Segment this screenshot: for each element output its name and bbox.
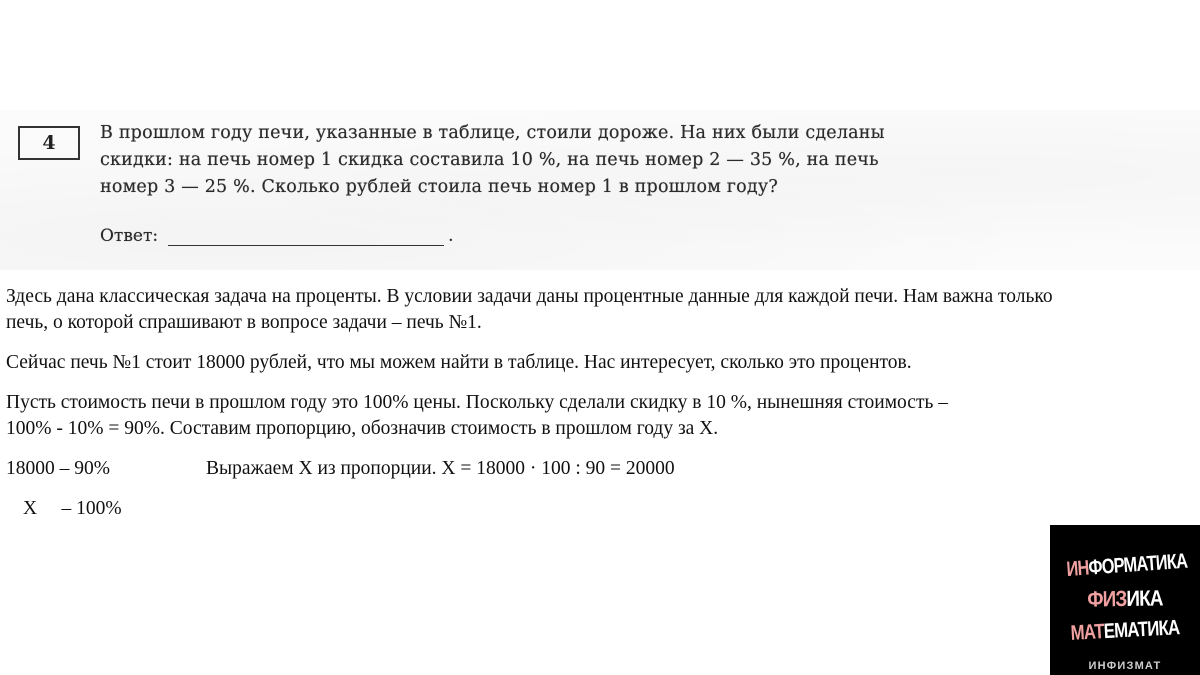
logo-highlight: ИН xyxy=(1065,556,1090,582)
solution-line: Здесь дана классическая задача на проценты. В условии задачи даны процентные данные для каждой печи. Нам важна только xyxy=(6,286,1053,307)
logo-text: ЕМАТИКА xyxy=(1103,616,1180,644)
solution-line: печь, о которой спрашивают в вопросе задачи – печь №1. xyxy=(6,312,482,333)
proportion-row-2 xyxy=(6,496,1198,522)
logo-line-fizika xyxy=(1060,587,1189,611)
logo-text: ИКА xyxy=(1126,585,1163,611)
answer-blank xyxy=(168,227,444,246)
proportion-expression: Выражаем Х из пропорции. Х = 18000 · 100 : 90 = 20000 xyxy=(206,458,675,479)
problem-line: номер 3 — 25 %. Сколько рублей стоила печь номер 1 в прошлом году? xyxy=(100,177,778,197)
infizmat-logo xyxy=(1050,525,1200,675)
logo-highlight: МАТ xyxy=(1070,620,1105,645)
proportion-row-1 xyxy=(6,456,1198,482)
solution-paragraph-1 xyxy=(6,284,1198,336)
solution-paragraph-2: Сейчас печь №1 стоит 18000 рублей, что мы можем найти в таблице. Нас интересует, сколько это процентов. xyxy=(6,352,912,373)
problem-number: 4 xyxy=(18,126,80,160)
logo-line-matematika xyxy=(1065,617,1186,645)
problem-line: В прошлом году печи, указанные в таблице, стоили дороже. На них были сделаны xyxy=(100,123,885,143)
logo-line-informatika xyxy=(1065,549,1188,582)
solution-line: Пусть стоимость печи в прошлом году это 100% цены. Поскольку сделали скидку в 10 %, нынешняя стоимость – xyxy=(6,392,948,413)
problem-scan xyxy=(0,110,1200,270)
solution xyxy=(6,284,1198,536)
proportion-left-2: Х – 100% xyxy=(23,498,122,519)
answer-end: . xyxy=(448,226,454,246)
problem-text xyxy=(100,120,1040,201)
solution-line: 100% - 10% = 90%. Составим пропорцию, обозначив стоимость в прошлом году за Х. xyxy=(6,418,719,439)
answer-row xyxy=(100,226,454,246)
logo-text: ФОРМАТИКА xyxy=(1087,549,1188,580)
proportion-left-1: 18000 – 90% xyxy=(6,458,110,479)
logo-footer: ИНФИЗМАТ xyxy=(1088,660,1162,672)
solution-paragraph-3 xyxy=(6,390,1198,442)
problem-line: скидки: на печь номер 1 скидка составила 10 %, на печь номер 2 — 35 %, на печь xyxy=(100,150,879,170)
answer-label: Ответ: xyxy=(100,226,159,246)
logo-highlight: ФИЗ xyxy=(1087,585,1127,612)
